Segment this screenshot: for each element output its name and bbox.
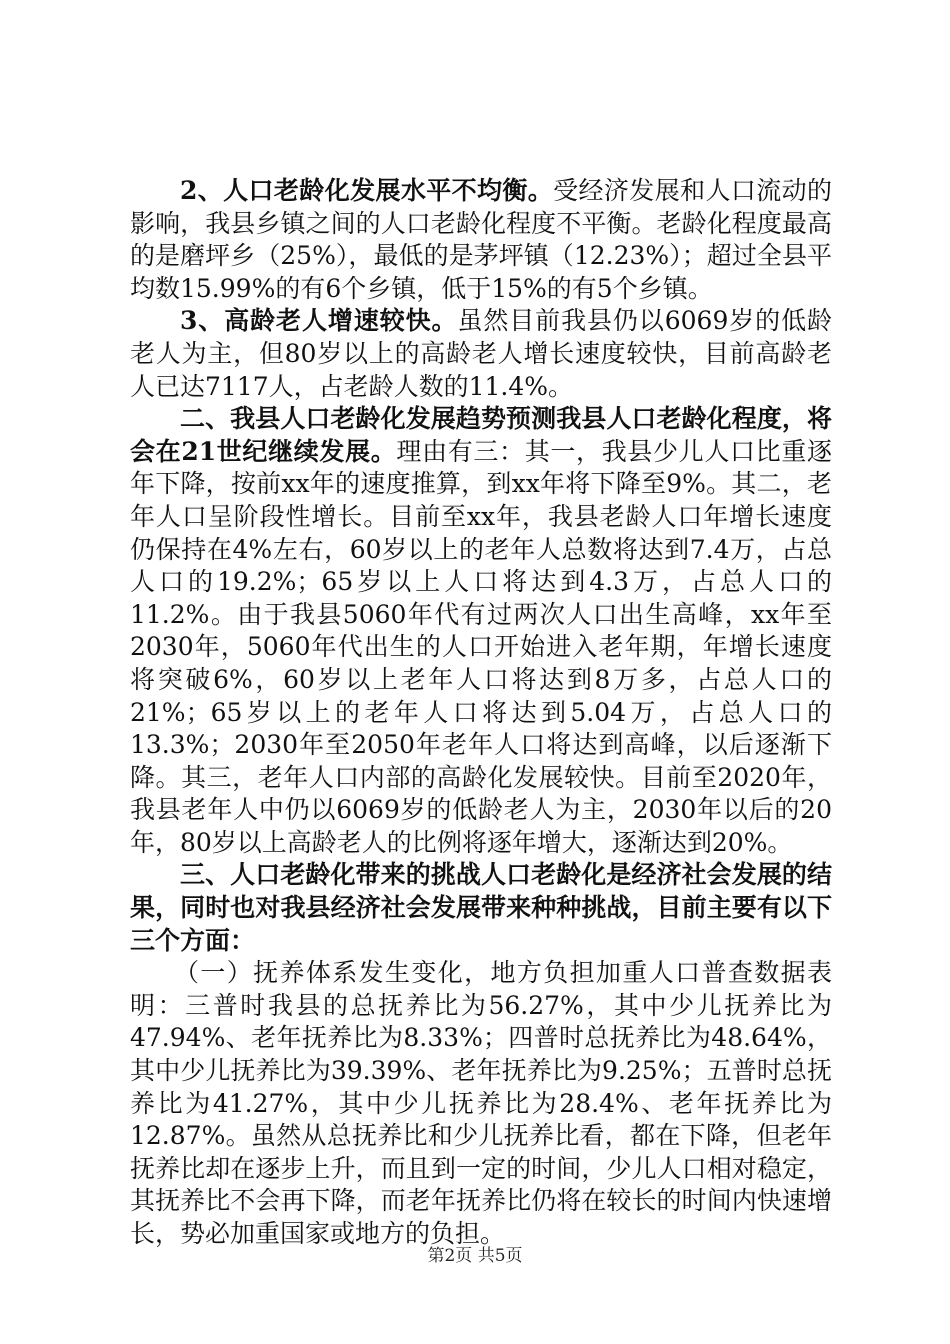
paragraph-text: 理由有三：其一，我县少儿人口比重逐年下降，按前xx年的速度推算，到xx年将下降至9%。其二，老年人口呈阶段性增长。目前至xx年，我县老龄人口年增长速度仍保持在4%左右，60岁以上的老年人总数将达到7.4万，占总人口的19.2%；65岁以上人口将达到4.3万，占总人口的11.2%。由于我县5060年代有过两次人口出生高峰，xx年至2030年，5060年代出生的人口开始进入老年期，年增长速度将突破6%，60岁以上老年人口将达到8万多，占总人口的21%；65岁以上的老年人口将达到5.04万，占总人口的13.3%；2030年至2050年老年人口将达到高峰，以后逐渐下降。其三，老年人口内部的高龄化发展较快。目前至2020年，我县老年人中仍以6069岁的低龄老人为主，2030年以后的20年，80岁以上高龄老人的比例将逐年增大，逐渐达到20%。 [130,436,832,857]
paragraph-challenges [130,859,832,957]
paragraph-heading: 3、高龄老人增速较快。 [180,306,458,336]
paragraph-trend-forecast [130,403,832,859]
paragraph-text: 受经济发展和人口流动的影响，我县乡镇之间的人口老龄化程度不平衡。老龄化程度最高的是磨坪乡（25%），最低的是茅坪镇（12.23%）；超过全县平均数15.99%的有6个乡镇，低于15%的有5个乡镇。 [130,176,832,303]
paragraph-elderly-growth [130,305,832,403]
paragraph-dependency-ratio [130,957,832,1250]
paragraph-text: 虽然目前我县仍以6069岁的低龄老人为主，但80岁以上的高龄老人增长速度较快，目前高龄老人已达7117人，占老龄人数的11.4%。 [130,306,833,401]
document-body [130,175,832,1251]
page-number: 第2页 共5页 [427,1246,523,1266]
paragraph-uneven-aging [130,175,832,305]
paragraph-heading: 三、人口老龄化带来的挑战人口老龄化是经济社会发展的结果，同时也对我县经济社会发展带来种种挑战，目前主要有以下三个方面： [130,860,832,955]
paragraph-heading: 二、我县人口老龄化发展趋势预测我县人口老龄化程度，将会在21世纪继续发展。 [130,404,832,466]
paragraph-heading: 2、人口老龄化发展水平不均衡。 [180,176,554,205]
paragraph-text: （一）抚养体系发生变化，地方负担加重人口普查数据表明：三普时我县的总抚养比为56.27%，其中少儿抚养比为47.94%、老年抚养比为8.33%；四普时总抚养比为48.64%，其中少儿抚养比为39.39%、老年抚养比为9.25%；五普时总抚养比为41.27%，其中少儿抚养比为28.4%、老年抚养比为12.87%。虽然从总抚养比和少儿抚养比看，都在下降，但老年抚养比却在逐步上升，而且到一定的时间，少儿人口相对稳定，其抚养比不会再下降，而老年抚养比仍将在较长的时间内快速增长，势必加重国家或地方的负担。 [130,958,832,1248]
